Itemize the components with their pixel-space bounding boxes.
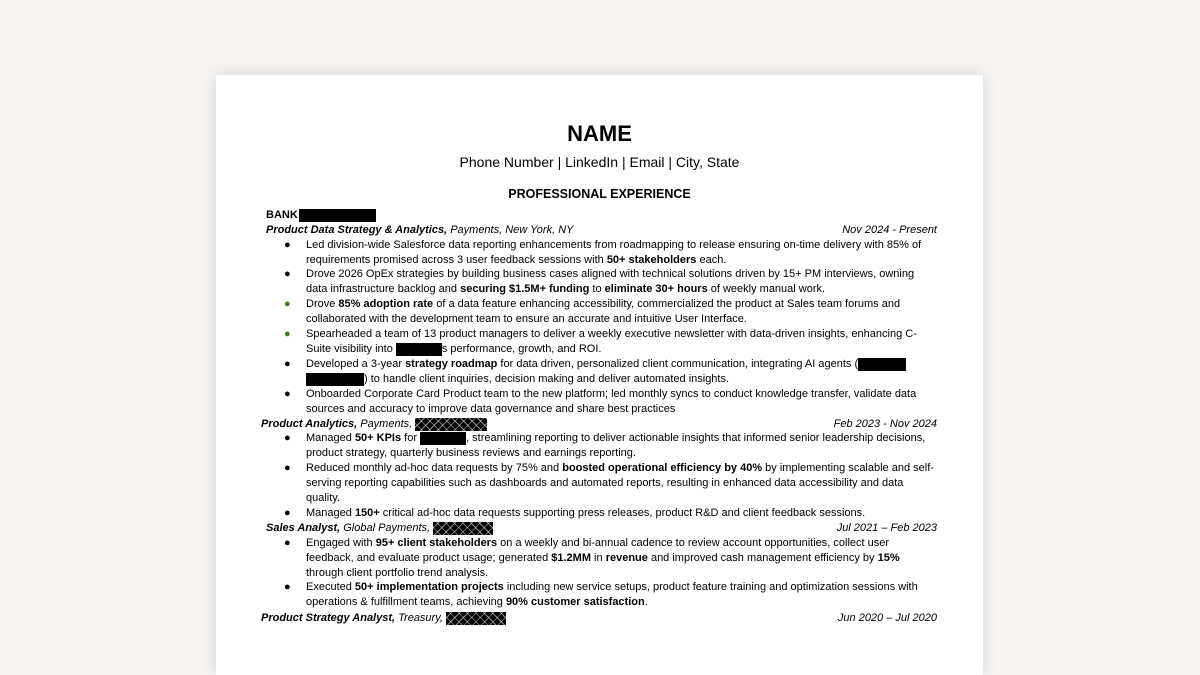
section-title-experience: PROFESSIONAL EXPERIENCE: [508, 187, 691, 201]
role-2-dates: Feb 2023 - Nov 2024: [833, 418, 937, 430]
bullet-icon: ●: [284, 328, 291, 340]
role-3-dates: Jul 2021 – Feb 2023: [836, 522, 937, 534]
bullet-icon: ●: [284, 581, 291, 593]
list-item: ● Developed a 3-year strategy roadmap for data driven, personalized client communication, integrating AI agents ( ) to handle client inquiries, decision making and deliver automated insights.: [306, 357, 938, 387]
list-item: ● Spearheaded a team of 13 product managers to deliver a weekly executive newsletter with data-driven insights, enhancing C-Suite visibility into s performance, growth, and ROI.: [284, 328, 917, 355]
redaction-block: [299, 209, 376, 222]
redaction-block: [433, 522, 493, 535]
redaction-block: [420, 432, 466, 445]
bullet-icon: ●: [284, 432, 291, 444]
candidate-name: NAME: [567, 121, 632, 146]
role-1-meta: Payments, New York, NY: [447, 224, 574, 236]
redaction-block: [858, 358, 906, 371]
role-2-heading: [261, 417, 487, 431]
list-item: ● Reduced monthly ad-hoc data requests by 75% and boosted operational efficiency by 40% by implementing scalable and self-serving reporting capabilities such as dashboards and automated reports, resulting in enhanced data accessibility and data quality.: [284, 462, 934, 504]
role-1-heading: [266, 223, 574, 237]
employer-name: [266, 208, 376, 222]
role-1-title: Product Data Strategy & Analytics,: [266, 224, 448, 236]
role-3-heading: [266, 521, 493, 535]
list-item: ● Managed 150+ critical ad-hoc data requests supporting press releases, product R&D and client feedback sessions.: [284, 507, 866, 519]
bullet-icon: ●: [284, 239, 291, 251]
employer-label: BANK: [266, 209, 298, 221]
redaction-block: [396, 343, 442, 356]
list-item: ● Drove 85% adoption rate of a data feature enhancing accessibility, commercialized the product at Sales team forums and collaborated with the development team to ensure an accurate and intuitive User Interface.: [284, 298, 901, 325]
role-4-meta: Treasury,: [395, 612, 443, 624]
role-2-title: Product Analytics,: [261, 418, 358, 430]
role-4-title: Product Strategy Analyst,: [261, 612, 396, 624]
bullet-icon: ●: [284, 537, 291, 549]
list-item: ● Led division-wide Salesforce data reporting enhancements from roadmapping to release ensuring on-time delivery with 85% of requirements promised across 3 user feedback sessions with 50+ stakeholders each.: [284, 239, 922, 266]
role-3-meta: Global Payments,: [340, 522, 431, 534]
list-item: ● Onboarded Corporate Card Product team to the new platform; led monthly syncs to conduct knowledge transfer, validate data sources and accuracy to improve data governance and share best practices: [284, 388, 917, 415]
bullet-icon: ●: [284, 507, 291, 519]
list-item: ● Managed 50+ KPIs for , streamlining reporting to deliver actionable insights that informed senior leadership decisions, product strategy, quarterly business reviews and earnings reporting.: [284, 432, 926, 459]
resume-page: [216, 75, 983, 675]
bullet-icon: ●: [284, 462, 291, 474]
redaction-block: [306, 373, 364, 386]
list-item: ● Executed 50+ implementation projects including new service setups, product feature training and optimization sessions with operations & fulfillment teams, achieving 90% customer satisfaction.: [284, 581, 918, 608]
list-item: ● Engaged with 95+ client stakeholders on a weekly and bi-annual cadence to review account opportunities, collect user feedback, and evaluate product usage; generated $1.2MM in revenue and improved cash management efficiency by 15% through client portfolio trend analysis.: [284, 537, 900, 579]
contact-line: Phone Number | LinkedIn | Email | City, State: [459, 154, 740, 170]
redaction-block: [446, 612, 506, 625]
role-1-dates: Nov 2024 - Present: [842, 224, 937, 236]
list-item: ● Drove 2026 OpEx strategies by building business cases aligned with technical solutions driven by 15+ PM interviews, owning data infrastructure backlog and securing $1.5M+ funding to eliminate 30+ hours of weekly manual work.: [284, 268, 915, 295]
bullet-icon: ●: [284, 388, 291, 400]
bullet-icon: ●: [284, 358, 291, 370]
bullet-icon: ●: [284, 268, 291, 280]
role-4-heading: [261, 611, 506, 625]
redaction-block: [415, 418, 487, 431]
role-3-title: Sales Analyst,: [266, 522, 341, 534]
role-2-meta: Payments,: [357, 418, 413, 430]
bullet-icon: ●: [284, 298, 291, 310]
role-4-dates: Jun 2020 – Jul 2020: [837, 612, 937, 624]
